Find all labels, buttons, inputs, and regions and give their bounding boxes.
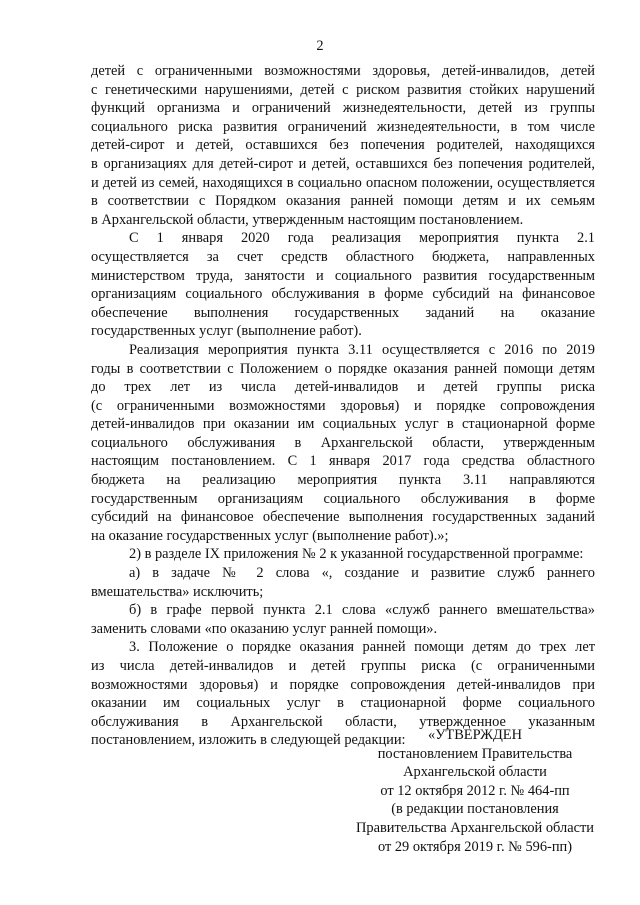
paragraph-line: с генетическими нарушениями, детей с риском развития стойких нарушений	[91, 81, 595, 98]
paragraph-line: субсидий на финансовое обеспечение выполнения государственных заданий	[91, 509, 595, 526]
paragraph-line: (с ограниченными возможностями здоровья) и порядке сопровождения	[91, 397, 595, 414]
paragraph-line: в организациях для детей-сирот и детей, оставшихся без попечения родителей,	[91, 155, 595, 172]
paragraph-line: государственным организациям социального обслуживания в форме	[91, 490, 595, 507]
approval-block	[330, 726, 620, 856]
paragraph-line: детей с ограниченными возможностями здоровья, детей-инвалидов, детей	[91, 63, 595, 79]
paragraph-line: детей-сирот и детей, оставшихся без попечения родителей, находящихся	[91, 137, 595, 154]
approval-line: Архангельской области	[403, 764, 547, 781]
paragraph-line: оказании им социальных услуг в стационарной форме социального	[91, 695, 595, 712]
paragraph-line: из числа детей-инвалидов и детей группы риска (с ограниченными	[91, 658, 595, 674]
paragraph-line: заменить словами «по оказанию услуг ранней помощи».	[91, 620, 438, 637]
paragraph-line: С 1 января 2020 года реализация мероприятия пункта 2.1	[129, 230, 595, 247]
paragraph-line: организациям социального обслуживания в форме субсидий на финансовое	[91, 286, 595, 303]
paragraph-line: осуществляется за счет средств областного бюджета, направленных	[91, 248, 595, 265]
paragraph-line: до трех лет из числа детей-инвалидов и детей группы риска	[91, 379, 595, 396]
paragraph-line: детей-инвалидов при оказании им социальных услуг в стационарной форме	[91, 416, 595, 433]
approval-line: (в редакции постановления	[391, 801, 559, 818]
page-number: 2	[316, 38, 324, 54]
paragraph-line: социального риска развития ограничений жизнедеятельности, в том числе	[91, 118, 595, 135]
approval-line: постановлением Правительства	[377, 745, 573, 762]
paragraph-line: социального обслуживания в Архангельской области, утвержденным	[91, 434, 595, 451]
approval-line: от 29 октября 2019 г. № 596-пп)	[377, 838, 573, 855]
paragraph-line: функций организма и ограничений жизнедеятельности, детей из группы	[91, 100, 595, 117]
paragraph-line: и детей из семей, находящихся в социально опасном положении, осуществляется	[91, 174, 595, 191]
paragraph-line: министерством труда, занятости и социального развития государственным	[91, 267, 595, 284]
paragraph-line: настоящим постановлением. С 1 января 2017 года средства областного	[91, 453, 595, 470]
paragraph-line: постановлением, изложить в следующей редакции:	[91, 732, 406, 749]
approval-line: от 12 октября 2012 г. № 464-пп	[380, 782, 570, 799]
approval-line: Правительства Архангельской области	[356, 819, 594, 836]
paragraph-line: в Архангельской области, утвержденным настоящим постановлением.	[91, 211, 524, 228]
paragraph-line: 3. Положение о порядке оказания ранней помощи детям до трех лет	[129, 639, 595, 656]
paragraph-line: бюджета на реализацию мероприятия пункта 3.11 направляются	[91, 472, 595, 489]
approval-line: «УТВЕРЖДЕН	[428, 727, 522, 743]
paragraph-line: обслуживания в Архангельской области, утвержденное указанным	[91, 713, 595, 730]
paragraph-line: возможностями здоровья) и порядке сопровождения детей-инвалидов при	[91, 676, 595, 693]
paragraph-line: Реализация мероприятия пункта 3.11 осуществляется с 2016 по 2019	[129, 341, 595, 358]
paragraph-line: годы в соответствии с Положением о порядке оказания ранней помощи детям	[91, 360, 595, 377]
paragraph-line: обеспечение выполнения государственных заданий на оказание	[91, 304, 595, 321]
document-body	[91, 62, 595, 750]
paragraph-line: на оказание государственных услуг (выполнение работ).»;	[91, 527, 449, 544]
paragraph-line: б) в графе первой пункта 2.1 слова «служб раннего вмешательства»	[129, 602, 595, 619]
paragraph-line: государственных услуг (выполнение работ).	[91, 323, 362, 340]
paragraph-line: вмешательства» исключить;	[91, 583, 264, 600]
paragraph-line: 2) в разделе IX приложения № 2 к указанной государственной программе:	[129, 546, 584, 563]
paragraph-line: а) в задаче № 2 слова «, создание и развитие служб раннего	[129, 565, 595, 582]
paragraph-line: в соответствии с Порядком оказания ранней помощи детям и их семьям	[91, 193, 595, 210]
